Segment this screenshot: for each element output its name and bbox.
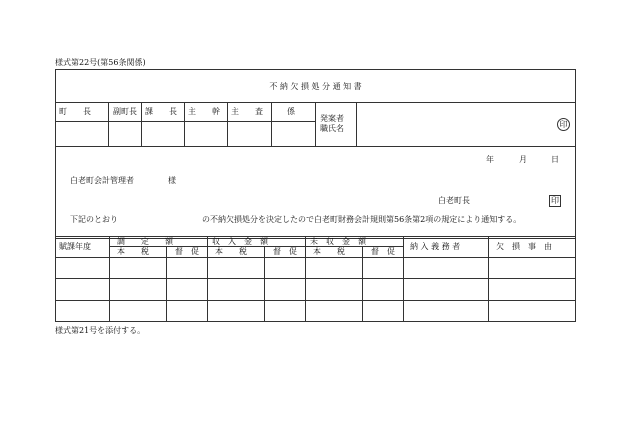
seal-square-icon: 印 — [551, 196, 559, 205]
table-column-line — [109, 236, 110, 322]
approval-label-staff: 係 — [287, 107, 295, 116]
header-unpaid-principal: 本 税 — [313, 247, 345, 256]
approval-label-line — [55, 121, 315, 122]
table-column-line — [488, 236, 489, 322]
seal-circle-icon: 印 — [557, 118, 570, 131]
notice-body: の不納欠損処分を決定したので白老町財務会計規則第56条第2項の規定により通知する。 — [202, 215, 522, 224]
form-number: 様式第22号(第56条関係) — [55, 58, 146, 67]
date-year: 年 — [486, 155, 494, 164]
table-column-line — [305, 236, 306, 322]
table-column-line — [403, 236, 404, 322]
date-month: 月 — [519, 155, 527, 164]
addressee-honorific: 様 — [168, 176, 176, 185]
date-day: 日 — [551, 155, 559, 164]
approval-bottom-line — [55, 146, 576, 147]
approval-divider — [141, 102, 142, 146]
header-unpaid-surcharge: 督 促 — [371, 247, 395, 256]
issuer-name-label: 職氏名 — [320, 124, 344, 133]
table-column-line — [207, 236, 208, 322]
approval-label-section-chief: 課 長 — [145, 107, 177, 116]
approval-divider — [356, 102, 357, 146]
header-assessed-surcharge: 督 促 — [175, 247, 199, 256]
approval-divider — [315, 102, 316, 146]
approval-divider — [108, 102, 109, 146]
approval-label-chief-examiner: 主 査 — [231, 107, 263, 116]
table-header-bottom — [55, 257, 576, 258]
header-obligor: 納 入 義 務 者 — [410, 242, 461, 251]
issuer-label: 発案者 — [320, 114, 344, 123]
document-title: 不 納 欠 損 処 分 通 知 書 — [269, 82, 362, 91]
table-row-line — [55, 300, 576, 301]
header-received-surcharge: 督 促 — [273, 247, 297, 256]
header-received-amount: 収 入 金 額 — [212, 237, 268, 246]
footer-note: 様式第21号を添付する。 — [55, 326, 146, 335]
table-column-line — [362, 246, 363, 322]
approval-divider — [184, 102, 185, 146]
notice-frame — [55, 69, 576, 239]
notice-prefix: 下記のとおり — [70, 215, 118, 224]
header-assessed-principal: 本 税 — [117, 247, 149, 256]
header-received-principal: 本 税 — [215, 247, 247, 256]
table-row-line — [55, 278, 576, 279]
approval-label-deputy-mayor: 副町長 — [113, 107, 137, 116]
header-unpaid-amount: 未 収 金 額 — [310, 237, 366, 246]
approval-label-mayor: 町 長 — [59, 107, 91, 116]
table-column-line — [264, 246, 265, 322]
approval-divider — [227, 102, 228, 146]
addressee-name: 白老町会計管理者 — [70, 176, 134, 185]
header-loss-reason: 欠 損 事 由 — [496, 242, 552, 251]
header-fiscal-year: 賦課年度 — [59, 242, 91, 251]
approval-divider — [271, 102, 272, 146]
sender-name: 白老町長 — [438, 196, 470, 205]
table-column-line — [166, 246, 167, 322]
approval-label-director: 主 幹 — [188, 107, 220, 116]
header-assessed-amount: 調 定 額 — [117, 237, 173, 246]
